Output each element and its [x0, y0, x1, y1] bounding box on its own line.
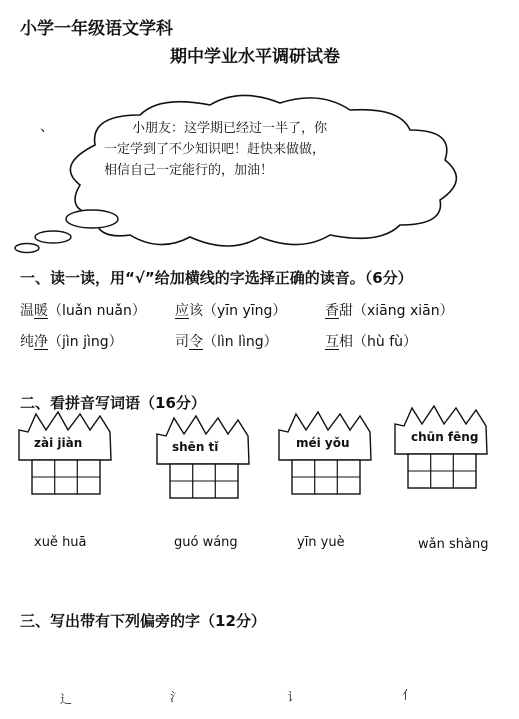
- crown-pinyin: zài jiàn: [34, 436, 83, 450]
- cloud-line: 一定学到了不少知识吧！赶快来做做，: [104, 142, 326, 157]
- cloud-line: 相信自己一定能行的，加油！: [104, 163, 274, 178]
- section1-title: 一、读一读，用“√”给加横线的字选择正确的读音。（6分）: [20, 269, 413, 287]
- crown-writing-box: [276, 408, 374, 496]
- radical: 氵: [170, 690, 183, 704]
- pronunciation-item: 互相（hù fù）: [325, 334, 417, 350]
- pronunciation-item: 温暖（luǎn nuǎn）: [20, 303, 146, 319]
- pinyin-word: wǎn shàng: [418, 537, 489, 552]
- section3-title: 三、写出带有下列偏旁的字（12分）: [20, 612, 266, 630]
- cloud-line: 小朋友：这学期已经过一半了，你: [132, 121, 328, 136]
- pronunciation-item: 应该（yīn yīng）: [175, 303, 287, 319]
- stray-mark: 、: [40, 119, 54, 135]
- crown-writing-box: [392, 402, 490, 490]
- pinyin-word: xuě huā: [34, 535, 87, 550]
- exam-title: 期中学业水平调研试卷: [170, 47, 340, 67]
- section2-title: 二、看拼音写词语（16分）: [20, 394, 206, 412]
- school-subject-title: 小学一年级语文学科: [20, 19, 173, 39]
- pinyin-word: guó wáng: [174, 535, 238, 550]
- pronunciation-item: 纯净（jìn jìng）: [20, 334, 123, 350]
- crown-pinyin: chūn fēng: [411, 430, 479, 444]
- encouragement-text: [104, 118, 384, 181]
- radical: 亻: [402, 688, 415, 702]
- crown-pinyin: shēn tǐ: [172, 440, 219, 454]
- crown-writing-box: [154, 412, 252, 500]
- crown-writing-box: [16, 408, 114, 496]
- pronunciation-item: 司令（lìn lìng）: [175, 334, 278, 350]
- pinyin-word: yīn yuè: [297, 535, 345, 550]
- radical: 讠: [287, 690, 300, 704]
- crown-pinyin: méi yǒu: [296, 436, 350, 450]
- radical: 辶: [60, 692, 73, 706]
- pronunciation-item: 香甜（xiāng xiān）: [325, 303, 454, 319]
